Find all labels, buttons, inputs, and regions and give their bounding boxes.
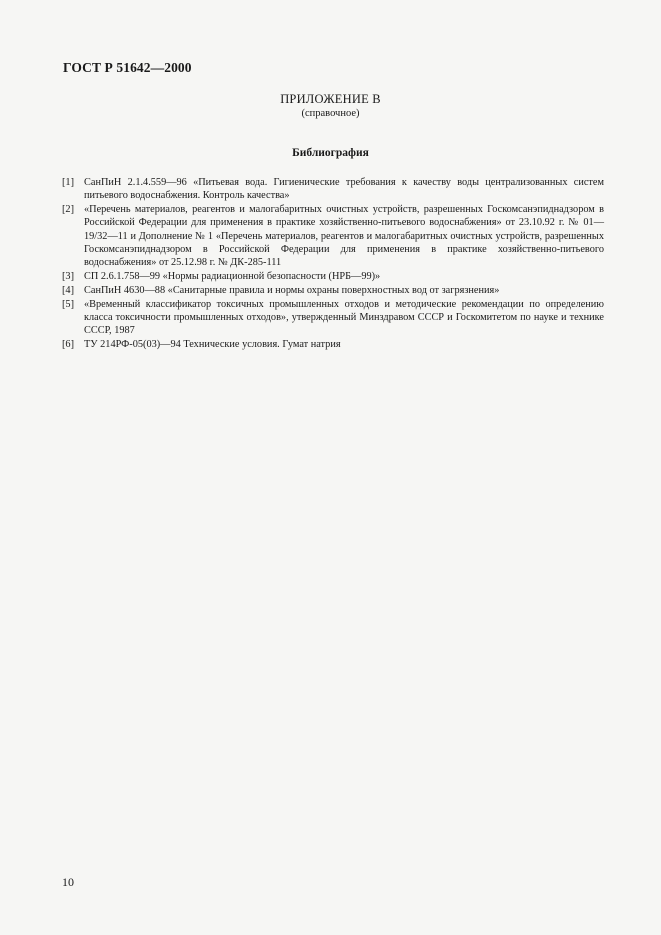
bibliography-item-number: [5] [62, 298, 75, 310]
bibliography-title: Библиография [292, 147, 369, 159]
bibliography-item [62, 284, 604, 297]
bibliography-list [62, 176, 604, 352]
bibliography-item-text: ТУ 214РФ-05(03)—94 Технические условия. Гумат натрия [84, 339, 341, 351]
bibliography-item-number: [1] [62, 177, 75, 188]
bibliography-item-number: [2] [62, 204, 75, 216]
bibliography-item-number: [3] [62, 271, 75, 283]
appendix-title: ПРИЛОЖЕНИЕ В [280, 92, 381, 106]
bibliography-item [62, 270, 604, 283]
bibliography-item [62, 203, 604, 269]
bibliography-item-text: «Перечень материалов, реагентов и малогабаритных очистных устройств, разрешенных Госкомсанэпиднадзором в Российской Федерации для применения в практике хозяйственно-питьевого водоснабжения» от 23.10.92 г. № 01—19/32—11 и Дополнение № 1 «Перечень материалов, реагентов и малогабаритных очистных устройств, разрешенных Госкомсанэпиднадзором в Российской Федерации для применения в практике хозяйственно-питьевого водоснабжения» от 25.12.98 г. № ДК-285-111 [84, 204, 604, 269]
bibliography-item-text: СанПиН 2.1.4.559—96 «Питьевая вода. Гигиенические требования к качеству воды централизованных систем питьевого водоснабжения. Контроль качества» [84, 177, 604, 202]
bibliography-item-text: СанПиН 4630—88 «Санитарные правила и нормы охраны поверхностных вод от загрязнения» [84, 284, 500, 296]
bibliography-item [62, 338, 604, 351]
bibliography-item-text: СП 2.6.1.758—99 «Нормы радиационной безопасности (НРБ—99)» [84, 271, 381, 283]
page-number: 10 [62, 875, 74, 889]
bibliography-item [62, 298, 604, 338]
bibliography-item-text: «Временный классификатор токсичных промышленных отходов и методические рекомендации по определению класса токсичности промышленных отходов», утвержденный Минздравом СССР и Госкомитетом по науке и технике СССР, 1987 [84, 298, 604, 337]
document-id-header: ГОСТ Р 51642—2000 [63, 60, 192, 75]
bibliography-item-number: [6] [62, 339, 75, 351]
appendix-subtitle: (справочное) [301, 108, 360, 119]
bibliography-item [62, 176, 604, 203]
bibliography-item-number: [4] [62, 284, 75, 296]
